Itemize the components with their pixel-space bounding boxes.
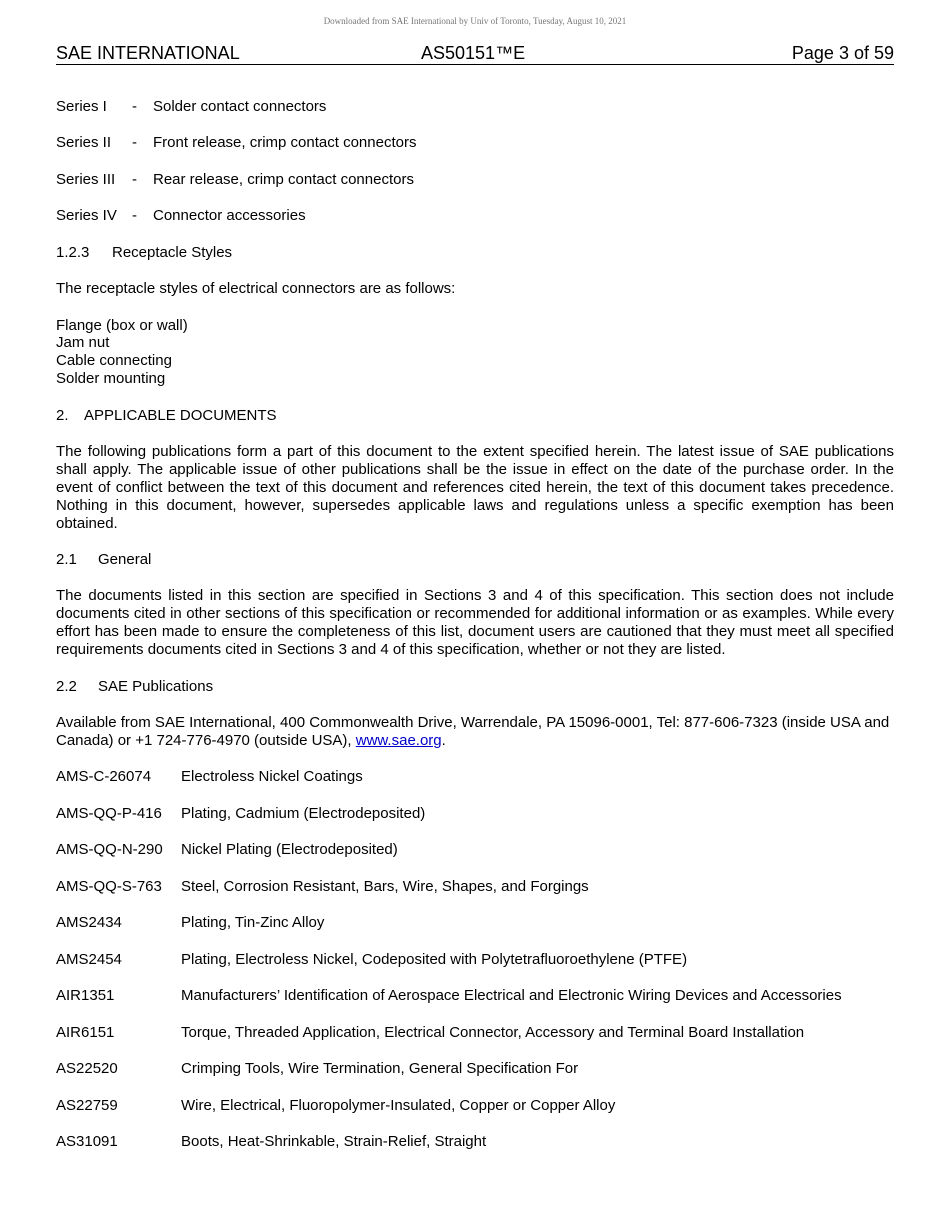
series-dash: - [132, 171, 137, 188]
reference-code: AMS-QQ-P-416 [56, 805, 162, 822]
section-2-1-title: General [98, 551, 152, 568]
reference-code: AMS2434 [56, 914, 122, 931]
section-2-1-number: 2.1 [56, 551, 77, 568]
receptacle-style: Jam nut [56, 334, 110, 351]
reference-title: Nickel Plating (Electrodeposited) [181, 841, 398, 858]
reference-code: AMS-C-26074 [56, 768, 152, 785]
reference-title: Plating, Electroless Nickel, Codeposited with Polytetrafluoroethylene (PTFE) [181, 951, 688, 968]
reference-title: Steel, Corrosion Resistant, Bars, Wire, Shapes, and Forgings [181, 878, 589, 895]
header-page-number: Page 3 of 59 [791, 43, 894, 63]
header-org: SAE INTERNATIONAL [56, 43, 240, 63]
receptacle-intro: The receptacle styles of electrical connectors are as follows: [56, 280, 456, 297]
sae-website-link[interactable]: www.sae.org [355, 732, 442, 749]
reference-title: Wire, Electrical, Fluoropolymer-Insulated, Copper or Copper Alloy [181, 1097, 616, 1114]
section-2-paragraph: The following publications form a part of this document to the extent specified herein. The latest issue of SAE publications shall apply. The applicable issue of other publications shall be the issue in effect on the date of the purchase order. In the event of conflict between the text of this document and references cited herein, the text of this document takes precedence. Nothing in this document, however, supersedes applicable laws and regulations unless a specific exemption has been obtained. [56, 443, 894, 532]
link-period: . [441, 732, 446, 749]
receptacle-style: Flange (box or wall) [56, 317, 188, 334]
series-desc: Connector accessories [153, 207, 306, 224]
reference-title: Crimping Tools, Wire Termination, General Specification For [181, 1060, 579, 1077]
reference-code: AIR1351 [56, 987, 115, 1004]
series-dash: - [132, 134, 137, 151]
section-2-title: APPLICABLE DOCUMENTS [84, 407, 277, 424]
reference-code: AMS2454 [56, 951, 122, 968]
section-2-1-paragraph: The documents listed in this section are specified in Sections 3 and 4 of this specification. This section does not include documents cited in other sections of this specification or recommended for additional information or as examples. While every effort has been made to ensure the completeness of this list, document users are cautioned that they must meet all specified requirements documents cited in Sections 3 and 4 of this specification, whether or not they are listed. [56, 587, 894, 658]
section-2-2-number: 2.2 [56, 678, 77, 695]
reference-title: Electroless Nickel Coatings [181, 768, 363, 785]
reference-code: AS31091 [56, 1133, 118, 1150]
reference-title: Manufacturers’ Identification of Aerospace Electrical and Electronic Wiring Devices and Accessories [181, 987, 842, 1004]
series-desc: Solder contact connectors [153, 98, 327, 115]
receptacle-style: Solder mounting [56, 370, 166, 387]
section-2-2-title: SAE Publications [98, 678, 214, 695]
series-name: Series II [56, 134, 112, 151]
download-watermark: Downloaded from SAE International by Univ of Toronto, Tuesday, August 10, 2021 [323, 16, 627, 26]
reference-code: AS22759 [56, 1097, 118, 1114]
reference-title: Boots, Heat-Shrinkable, Strain-Relief, Straight [181, 1133, 487, 1150]
reference-code: AS22520 [56, 1060, 118, 1077]
reference-code: AIR6151 [56, 1024, 115, 1041]
series-name: Series I [56, 98, 107, 115]
series-dash: - [132, 207, 137, 224]
sae-availability-text: Available from SAE International, 400 Commonwealth Drive, Warrendale, PA 15096-0001, Tel: 877-606-7323 (inside USA and Canada) or +1 724-776-4970 (outside USA), [56, 714, 890, 749]
series-dash: - [132, 98, 137, 115]
page-header [56, 43, 894, 65]
receptacle-style: Cable connecting [56, 352, 172, 369]
reference-title: Plating, Cadmium (Electrodeposited) [181, 805, 426, 822]
series-desc: Front release, crimp contact connectors [153, 134, 417, 151]
reference-code: AMS-QQ-N-290 [56, 841, 163, 858]
section-2-2-paragraph [56, 714, 894, 750]
reference-title: Plating, Tin-Zinc Alloy [181, 914, 325, 931]
series-name: Series III [56, 171, 116, 188]
section-2-number: 2. [56, 407, 69, 424]
section-1-2-3-number: 1.2.3 [56, 244, 90, 261]
section-1-2-3-title: Receptacle Styles [112, 244, 233, 261]
series-name: Series IV [56, 207, 117, 224]
reference-code: AMS-QQ-S-763 [56, 878, 162, 895]
reference-title: Torque, Threaded Application, Electrical Connector, Accessory and Terminal Board Installation [181, 1024, 805, 1041]
header-doc-id: AS50151™E [421, 43, 526, 63]
series-desc: Rear release, crimp contact connectors [153, 171, 414, 188]
